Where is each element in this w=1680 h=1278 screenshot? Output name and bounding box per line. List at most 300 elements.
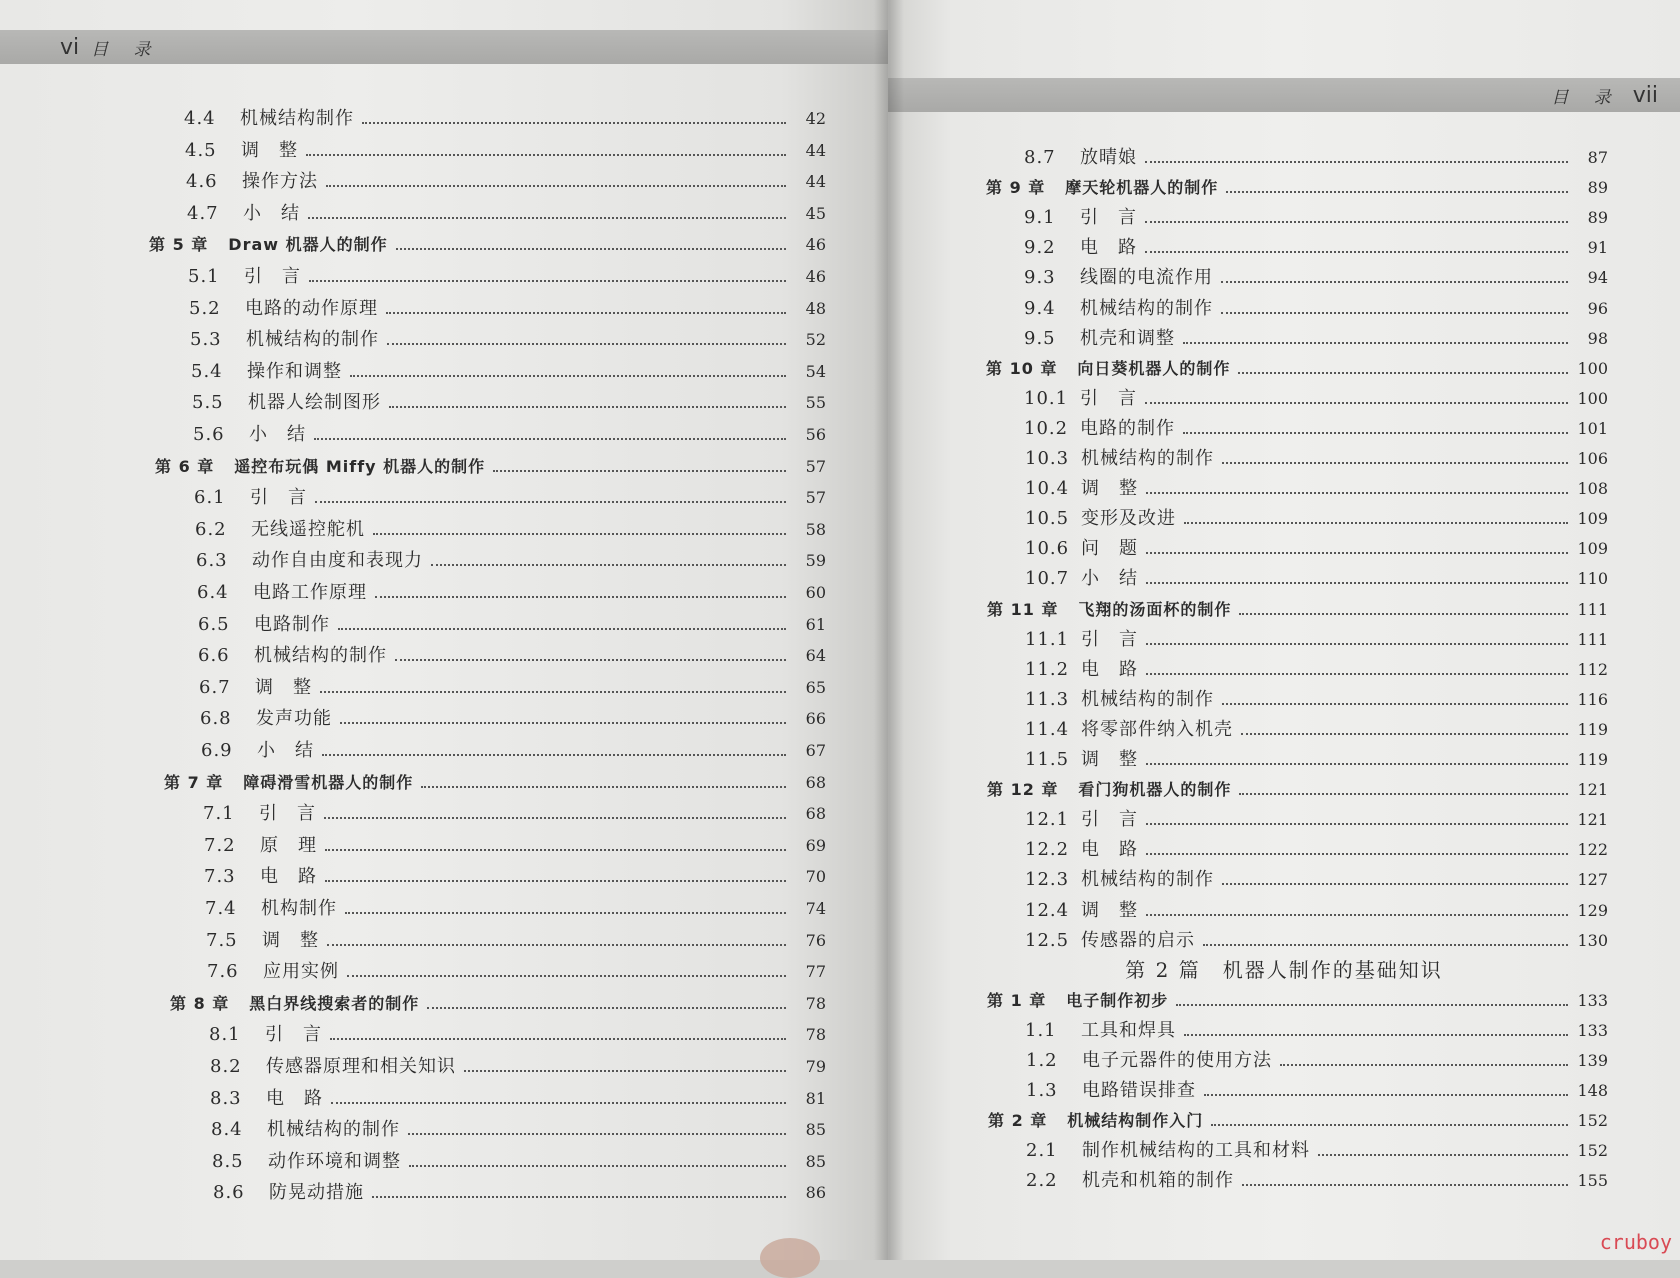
toc-entry-number: 5.6: [193, 424, 225, 445]
toc-chapter-row[interactable]: [149, 232, 826, 258]
toc-section-row[interactable]: [184, 106, 826, 132]
toc-entry-title: 小 结: [257, 740, 314, 761]
toc-entry-number: 8.3: [210, 1087, 242, 1109]
toc-entry-title: 遥控布玩偶 Miffy 机器人的制作: [234, 456, 486, 476]
toc-entry-number: 第 2 章: [988, 1111, 1048, 1131]
toc-page-number: 65: [805, 677, 826, 697]
toc-leader-dots: [1146, 673, 1568, 675]
toc-leader-dots: [1242, 1184, 1568, 1186]
toc-entry-title: 机构制作: [261, 898, 337, 919]
toc-section-row[interactable]: [1025, 627, 1608, 653]
toc-section-row[interactable]: [1025, 566, 1608, 592]
toc-page-number: 85: [805, 1120, 826, 1140]
toc-page-number: 98: [1587, 328, 1608, 348]
toc-section-row[interactable]: [1025, 687, 1608, 713]
toc-page-number: 69: [805, 835, 826, 855]
watermark: cruboy: [1599, 1230, 1672, 1254]
toc-section-row[interactable]: [1024, 265, 1608, 291]
toc-page-number: 46: [805, 235, 826, 255]
toc-entry-number: 6.6: [198, 645, 230, 667]
toc-chapter-row[interactable]: [170, 991, 826, 1017]
toc-entry-number: 第 9 章: [986, 178, 1046, 198]
toc-leader-dots: [1145, 161, 1568, 163]
toc-leader-dots: [327, 944, 786, 946]
toc-leader-dots: [1280, 1064, 1568, 1066]
toc-entry-number: 11.3: [1025, 688, 1070, 710]
toc-entry-title: 电 路: [1081, 839, 1138, 861]
toc-section-row[interactable]: [201, 738, 826, 764]
toc-entry-number: 6.3: [196, 550, 228, 572]
toc-entry-title: 操作方法: [242, 171, 318, 193]
toc-page-number: 68: [805, 772, 826, 792]
toc-page-number: 78: [805, 1025, 826, 1045]
toc-entry-title: 防晃动措施: [269, 1182, 364, 1204]
toc-section-row[interactable]: [1026, 1078, 1608, 1104]
toc-leader-dots: [320, 691, 786, 693]
toc-entry-number: 10.1: [1024, 387, 1069, 409]
toc-page-number: 100: [1577, 388, 1608, 408]
toc-entry-title: 电路错误排查: [1082, 1080, 1196, 1102]
toc-section-row[interactable]: [190, 327, 826, 353]
toc-section-row[interactable]: [210, 1054, 826, 1080]
toc-entry-number: 12.2: [1025, 839, 1070, 861]
toc-leader-dots: [396, 248, 786, 250]
toc-entry-number: 12.5: [1025, 929, 1070, 951]
toc-page-number: 68: [805, 804, 826, 824]
toc-page-number: 89: [1587, 208, 1608, 228]
toc-chapter-row[interactable]: [164, 770, 826, 796]
toc-entry-title: 机械结构的制作: [246, 329, 379, 351]
toc-leader-dots: [387, 343, 786, 345]
toc-entry-title: 调 整: [262, 929, 319, 951]
toc-entry-title: 机器人绘制图形: [248, 392, 381, 414]
left-header-title: 目 录: [91, 39, 161, 60]
toc-entry-number: 12.3: [1025, 869, 1070, 891]
toc-section-row[interactable]: [210, 1086, 826, 1112]
right-page-number: vii: [1632, 82, 1658, 108]
toc-entry-title: 电 路: [1081, 658, 1138, 680]
toc-section-row[interactable]: [1026, 1048, 1608, 1074]
toc-page-number: 66: [805, 709, 826, 729]
toc-leader-dots: [408, 1133, 786, 1135]
toc-section-row[interactable]: [193, 422, 826, 448]
toc-entry-number: 7.1: [203, 803, 235, 825]
toc-page-number: 96: [1587, 298, 1608, 318]
part-title: 第 2 篇 机器人制作的基础知识: [1125, 957, 1443, 982]
toc-chapter-row[interactable]: [987, 597, 1608, 623]
toc-leader-dots: [1146, 823, 1568, 825]
toc-entry-title: 机械结构的制作: [1081, 869, 1214, 891]
toc-leader-dots: [1183, 342, 1568, 344]
toc-leader-dots: [1222, 462, 1568, 464]
toc-entry-title: 调 整: [1081, 899, 1138, 921]
toc-entry-title: 变形及改进: [1081, 508, 1176, 530]
toc-page-number: 48: [805, 298, 826, 318]
toc-entry-title: 引 言: [1081, 628, 1138, 650]
toc-entry-number: 7.4: [205, 898, 237, 919]
toc-leader-dots: [1239, 613, 1568, 615]
toc-entry-title: 电 路: [1080, 237, 1137, 259]
toc-section-row[interactable]: [206, 928, 826, 954]
toc-leader-dots: [421, 786, 786, 788]
toc-entry-title: 机械结构的制作: [1080, 297, 1213, 319]
toc-section-row[interactable]: [189, 296, 826, 322]
toc-entry-number: 6.1: [194, 487, 226, 509]
toc-leader-dots: [1238, 372, 1568, 374]
toc-section-row[interactable]: [196, 548, 826, 574]
toc-section-row[interactable]: [1025, 506, 1608, 532]
toc-chapter-row[interactable]: [986, 356, 1608, 382]
toc-leader-dots: [395, 659, 786, 661]
toc-entry-number: 6.9: [201, 740, 233, 761]
toc-page-number: 133: [1577, 990, 1608, 1010]
toc-leader-dots: [1203, 944, 1568, 946]
toc-page-number: 101: [1577, 418, 1608, 438]
toc-page-number: 46: [805, 267, 826, 286]
toc-entry-number: 10.4: [1025, 478, 1070, 500]
toc-section-row[interactable]: [207, 959, 826, 985]
toc-page-number: 67: [805, 741, 826, 760]
toc-entry-number: 12.1: [1025, 809, 1070, 831]
toc-chapter-row[interactable]: [155, 454, 826, 480]
toc-leader-dots: [1146, 582, 1568, 584]
toc-entry-title: 制作机械结构的工具和材料: [1082, 1140, 1310, 1162]
toc-entry-number: 5.4: [191, 360, 223, 382]
toc-leader-dots: [1221, 312, 1568, 314]
toc-section-row[interactable]: [195, 517, 826, 543]
toc-entry-title: 动作环境和调整: [268, 1150, 401, 1172]
toc-entry-title: 机械结构制作入门: [1067, 1111, 1204, 1131]
toc-section-row[interactable]: [199, 675, 826, 701]
toc-entry-number: 10.3: [1025, 448, 1070, 469]
toc-leader-dots: [1145, 402, 1568, 404]
toc-page-number: 70: [805, 867, 826, 887]
toc-entry-number: 8.6: [213, 1182, 245, 1204]
toc-leader-dots: [386, 312, 786, 314]
finger-shadow: [760, 1238, 820, 1278]
toc-entry-title: 调 整: [1081, 478, 1138, 500]
toc-leader-dots: [1222, 703, 1568, 705]
toc-section-row[interactable]: [203, 801, 826, 827]
toc-leader-dots: [431, 564, 786, 566]
toc-entry-title: 电路的制作: [1080, 417, 1175, 439]
toc-page-number: 85: [805, 1151, 826, 1171]
toc-page-number: 60: [805, 583, 826, 602]
toc-entry-number: 6.8: [200, 708, 232, 730]
toc-leader-dots: [309, 280, 786, 282]
toc-entry-title: 机械结构制作: [240, 108, 354, 129]
toc-page-number: 54: [805, 361, 826, 381]
toc-section-row[interactable]: [1025, 747, 1608, 773]
toc-section-row[interactable]: [1025, 446, 1608, 472]
toc-leader-dots: [308, 217, 786, 219]
toc-page-number: 106: [1577, 449, 1608, 468]
toc-section-row[interactable]: [1025, 657, 1608, 683]
toc-section-row[interactable]: [197, 580, 826, 606]
toc-leader-dots: [427, 1007, 786, 1009]
toc-leader-dots: [464, 1070, 786, 1072]
toc-leader-dots: [1184, 522, 1568, 524]
toc-entry-number: 4.7: [187, 202, 219, 224]
toc-page-number: 79: [805, 1057, 826, 1076]
toc-entry-number: 6.7: [199, 676, 231, 698]
toc-entry-title: 线圈的电流作用: [1080, 267, 1213, 289]
toc-leader-dots: [1146, 853, 1568, 855]
toc-entry-title: 调 整: [255, 676, 312, 698]
toc-section-row[interactable]: [212, 1149, 826, 1175]
toc-section-row[interactable]: [194, 485, 826, 511]
toc-page-number: 89: [1587, 178, 1608, 198]
toc-entry-number: 10.6: [1025, 538, 1070, 560]
toc-entry-title: 应用实例: [263, 961, 339, 983]
toc-section-row[interactable]: [205, 896, 826, 922]
toc-section-row[interactable]: [1024, 296, 1608, 322]
toc-section-row[interactable]: [204, 833, 826, 859]
toc-entry-title: 摩天轮机器人的制作: [1065, 178, 1219, 198]
toc-leader-dots: [1239, 793, 1568, 795]
toc-section-row[interactable]: [1024, 235, 1608, 261]
toc-page-number: 152: [1577, 1141, 1608, 1161]
toc-leader-dots: [322, 754, 786, 756]
toc-entry-number: 11.1: [1025, 628, 1070, 650]
toc-entry-number: 8.1: [209, 1024, 241, 1046]
toc-entry-title: 原 理: [260, 834, 317, 856]
toc-page-number: 109: [1577, 539, 1608, 559]
toc-section-row[interactable]: [204, 864, 826, 890]
toc-section-row[interactable]: [1025, 867, 1608, 893]
toc-entry-title: 看门狗机器人的制作: [1078, 780, 1232, 800]
toc-page-number: 116: [1577, 689, 1608, 709]
toc-entry-number: 8.5: [212, 1150, 244, 1172]
toc-section-row[interactable]: [1024, 386, 1608, 412]
toc-leader-dots: [1145, 251, 1568, 253]
toc-leader-dots: [1183, 432, 1568, 434]
toc-section-row[interactable]: [185, 138, 826, 164]
toc-leader-dots: [325, 880, 786, 882]
toc-page-number: 133: [1577, 1020, 1608, 1040]
toc-entry-title: 动作自由度和表现力: [252, 550, 423, 572]
toc-entry-title: 机壳和调整: [1080, 327, 1175, 349]
toc-entry-title: 引 言: [259, 803, 316, 825]
toc-entry-number: 6.5: [198, 613, 230, 635]
toc-section-row[interactable]: [191, 359, 826, 385]
toc-section-row[interactable]: [1025, 476, 1608, 502]
toc-section-row[interactable]: [192, 390, 826, 416]
toc-leader-dots: [372, 1196, 786, 1198]
toc-page-number: 86: [805, 1183, 826, 1203]
toc-entry-number: 11.4: [1025, 718, 1070, 740]
toc-entry-number: 7.6: [207, 961, 239, 983]
toc-entry-number: 第 12 章: [987, 780, 1059, 800]
toc-page-number: 91: [1587, 238, 1608, 258]
toc-leader-dots: [330, 1038, 786, 1040]
toc-section-row[interactable]: [1025, 1018, 1608, 1044]
toc-page-number: 78: [805, 993, 826, 1013]
left-page-number: vi: [60, 34, 80, 60]
toc-section-row[interactable]: [1024, 145, 1608, 171]
toc-leader-dots: [375, 596, 786, 598]
toc-entry-number: 9.4: [1024, 297, 1056, 319]
toc-section-row[interactable]: [1024, 416, 1608, 442]
toc-entry-number: 8.7: [1024, 147, 1056, 168]
toc-entry-title: 传感器的启示: [1081, 929, 1195, 951]
toc-section-row[interactable]: [1025, 898, 1608, 924]
toc-leader-dots: [1146, 643, 1568, 645]
toc-page-number: 139: [1577, 1051, 1608, 1070]
toc-entry-title: 机壳和机箱的制作: [1082, 1170, 1234, 1192]
right-toc: [888, 0, 1680, 1260]
toc-page-number: 55: [805, 393, 826, 413]
toc-entry-title: 操作和调整: [247, 360, 342, 382]
toc-entry-number: 9.2: [1024, 237, 1056, 259]
toc-entry-title: Draw 机器人的制作: [228, 235, 388, 255]
toc-page-number: 119: [1577, 750, 1608, 769]
toc-leader-dots: [409, 1165, 786, 1167]
toc-section-row[interactable]: [188, 264, 826, 290]
toc-entry-title: 引 言: [250, 487, 307, 509]
toc-leader-dots: [389, 406, 786, 408]
toc-page-number: 56: [805, 425, 826, 444]
toc-section-row[interactable]: [1024, 326, 1608, 352]
toc-page-number: 64: [805, 646, 826, 666]
toc-entry-number: 9.3: [1024, 267, 1056, 289]
toc-entry-title: 电路的动作原理: [245, 297, 378, 319]
toc-section-row[interactable]: [186, 169, 826, 195]
toc-page-number: 121: [1577, 810, 1608, 830]
toc-leader-dots: [1146, 914, 1568, 916]
toc-entry-title: 调 整: [1081, 749, 1138, 770]
toc-section-row[interactable]: [200, 706, 826, 732]
toc-entry-title: 引 言: [1080, 207, 1137, 229]
toc-section-row[interactable]: [209, 1022, 826, 1048]
toc-section-row[interactable]: [1024, 205, 1608, 231]
toc-entry-number: 1.2: [1026, 1050, 1058, 1071]
toc-entry-number: 第 8 章: [170, 993, 230, 1013]
toc-entry-title: 小 结: [243, 202, 300, 224]
toc-page-number: 100: [1577, 358, 1608, 378]
toc-entry-title: 无线遥控舵机: [251, 518, 365, 540]
toc-entry-number: 9.1: [1024, 207, 1056, 229]
toc-section-row[interactable]: [1026, 1138, 1608, 1164]
toc-entry-number: 7.5: [206, 929, 238, 951]
toc-leader-dots: [324, 817, 786, 819]
toc-section-row[interactable]: [1025, 837, 1608, 863]
toc-page-number: 130: [1577, 930, 1608, 950]
toc-section-row[interactable]: [198, 612, 826, 638]
toc-chapter-row[interactable]: [987, 988, 1608, 1014]
toc-entry-number: 4.6: [186, 171, 218, 193]
toc-entry-title: 黑白界线搜索者的制作: [249, 993, 420, 1013]
toc-entry-number: 8.2: [210, 1056, 242, 1077]
toc-entry-title: 机械结构的制作: [254, 645, 387, 667]
toc-leader-dots: [1176, 1004, 1568, 1006]
toc-section-row[interactable]: [187, 201, 826, 227]
toc-leader-dots: [315, 501, 786, 503]
toc-entry-title: 飞翔的汤面杯的制作: [1078, 599, 1232, 619]
toc-entry-number: 9.5: [1024, 327, 1056, 349]
toc-page-number: 112: [1577, 659, 1608, 679]
toc-page-number: 57: [805, 488, 826, 508]
toc-leader-dots: [373, 533, 786, 535]
right-header-title: 目 录: [1551, 87, 1621, 108]
toc-leader-dots: [340, 722, 786, 724]
toc-entry-number: 5.1: [188, 266, 220, 287]
toc-entry-number: 第 5 章: [149, 235, 209, 255]
toc-section-row[interactable]: [1026, 1168, 1608, 1194]
toc-entry-number: 6.4: [197, 582, 229, 603]
toc-page-number: 155: [1577, 1171, 1608, 1191]
toc-page-number: 110: [1577, 569, 1608, 589]
toc-chapter-row[interactable]: [987, 777, 1608, 803]
toc-chapter-row[interactable]: [986, 175, 1608, 201]
toc-entry-title: 传感器原理和相关知识: [266, 1056, 456, 1077]
toc-entry-number: 第 10 章: [986, 358, 1058, 378]
toc-entry-number: 6.2: [195, 518, 227, 540]
toc-chapter-row[interactable]: [988, 1108, 1608, 1134]
toc-leader-dots: [1146, 492, 1568, 494]
right-page: [888, 0, 1680, 1260]
toc-leader-dots: [1241, 733, 1568, 735]
toc-page-number: 111: [1577, 599, 1608, 619]
toc-entry-number: 10.5: [1025, 508, 1070, 530]
toc-entry-title: 将零部件纳入机壳: [1081, 718, 1233, 740]
toc-leader-dots: [326, 185, 786, 187]
toc-leader-dots: [493, 470, 786, 472]
toc-section-row[interactable]: [198, 643, 826, 669]
toc-section-row[interactable]: [1025, 717, 1608, 743]
toc-entry-title: 小 结: [249, 424, 306, 445]
toc-section-row[interactable]: [213, 1180, 826, 1206]
toc-entry-number: 1.1: [1025, 1019, 1057, 1041]
toc-leader-dots: [345, 912, 786, 914]
toc-leader-dots: [1146, 552, 1568, 554]
toc-entry-number: 5.2: [189, 297, 221, 319]
toc-section-row[interactable]: [1025, 928, 1608, 954]
toc-entry-title: 电路制作: [254, 613, 330, 635]
toc-page-number: 122: [1577, 840, 1608, 860]
toc-entry-number: 第 1 章: [987, 990, 1047, 1010]
toc-entry-title: 工具和焊具: [1081, 1019, 1176, 1041]
toc-entry-title: 引 言: [244, 266, 301, 287]
toc-entry-number: 第 6 章: [155, 456, 215, 476]
toc-entry-title: 引 言: [1080, 387, 1137, 409]
toc-page-number: 76: [805, 930, 826, 950]
toc-page-number: 94: [1587, 268, 1608, 288]
toc-page-number: 77: [805, 962, 826, 982]
toc-page-number: 52: [805, 330, 826, 350]
toc-entry-title: 放晴娘: [1080, 147, 1137, 168]
toc-section-row[interactable]: [1025, 536, 1608, 562]
toc-page-number: 127: [1577, 870, 1608, 890]
toc-page-number: 148: [1577, 1081, 1608, 1101]
toc-entry-number: 12.4: [1025, 899, 1070, 921]
toc-section-row[interactable]: [1025, 807, 1608, 833]
toc-entry-number: 7.2: [204, 834, 236, 856]
toc-page-number: 44: [805, 140, 826, 160]
toc-page-number: 45: [805, 203, 826, 223]
toc-entry-title: 电 路: [266, 1087, 323, 1109]
toc-entry-number: 4.4: [184, 108, 216, 129]
toc-leader-dots: [347, 975, 786, 977]
toc-entry-number: 10.7: [1025, 568, 1070, 590]
toc-leader-dots: [1318, 1154, 1568, 1156]
toc-page-number: 61: [805, 614, 826, 634]
toc-leader-dots: [338, 628, 786, 630]
toc-section-row[interactable]: [211, 1117, 826, 1143]
toc-entry-title: 调 整: [241, 139, 298, 161]
toc-page-number: 44: [805, 172, 826, 192]
toc-entry-title: 机械结构的制作: [1081, 688, 1214, 710]
